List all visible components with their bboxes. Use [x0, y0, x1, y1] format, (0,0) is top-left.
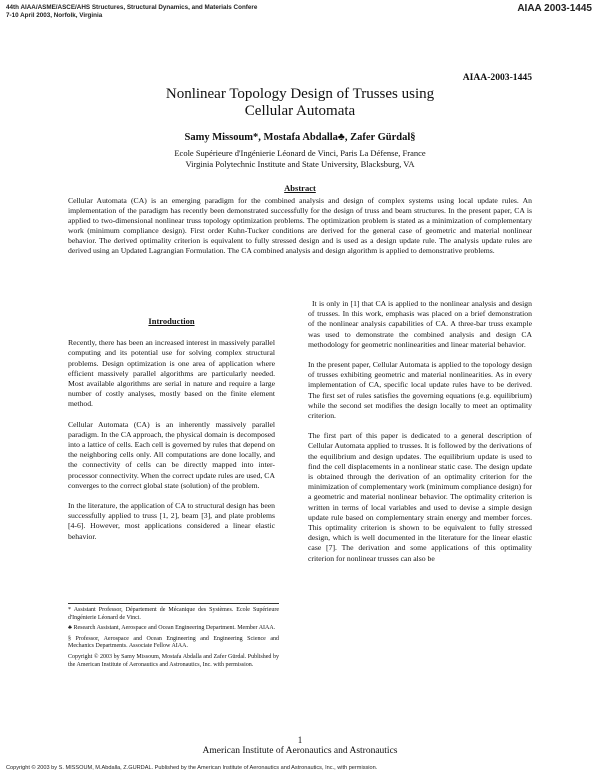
authors: Samy Missoum*, Mostafa Abdalla♣, Zafer Gürdal§ — [184, 132, 416, 143]
left-column — [68, 316, 275, 552]
footnotes — [68, 603, 279, 672]
footnote: § Professor, Aerospace and Ocean Engineering and Engineering Science and Mechanics Departments. Associate Fellow AIAA. — [68, 635, 279, 650]
paragraph: In the present paper, Cellular Automata is applied to the topology design of trusses exhibiting geometric and material nonlinearities. As in every implementation of CA, specific local update rules have to be derived. The first set of rules satisfies the governing equations (e.g. equilibrium) while the second set modifies the design locally to meet an optimality criterion. — [308, 360, 532, 421]
page-number: 1 — [297, 735, 303, 745]
title-line-2: Cellular Automata — [244, 103, 356, 119]
paragraph: The first part of this paper is dedicated to a general description of Cellular Automata applied to trusses. It is followed by the derivations of the equilibrium and design updates. The equilibrium update is used to find the cell displacements in a nonlinear static case. The design update is obtained through the derivation of an optimality criterion for the minimization of complementary work (minimum compliance design) for a geometric and material nonlinear behavior. The optimality criterion is written in terms of local variables and used to devise a simple design update rule based on complementary strain energy and member forces. This optimality criterion is shown to be equivalent to fully stressed design, which is well documented in the literature for the linear elastic case [7]. The derivation and some applications of this optimality criterion for nonlinear trusses can also be — [308, 431, 532, 563]
conference-line-1: 44th AIAA/ASME/ASCE/AHS Structures, Structural Dynamics, and Materials Confere — [6, 4, 258, 11]
organization-footer: American Institute of Aeronautics and Astronautics — [202, 746, 398, 756]
affiliation-1: Ecole Supérieure d'Ingénierie Léonard de Vinci, Paris La Défense, France — [174, 148, 426, 158]
paper-title — [0, 86, 600, 120]
affiliation-2: Virginia Polytechnic Institute and State University, Blacksburg, VA — [185, 159, 415, 169]
footnote: Copyright © 2003 by Samy Missoum, Mostafa Abdalla and Zafer Gürdal. Published by the American Institute of Aeronautics and Astronautics, Inc. with permission. — [68, 653, 279, 668]
paragraph: Cellular Automata (CA) is an inherently massively parallel paradigm. In the CA approach, the physical domain is decomposed into a lattice of cells. Each cell is governed by rules that depend on the neighboring cells only. All computations are done locally, and the connectivity of cells can be directly mapped into inter-processor connectivity. When the correct update rules are used, CA converges to the correct global state (solution) of the problem. — [68, 419, 275, 490]
paper-number-header: AIAA 2003-1445 — [517, 3, 592, 14]
paragraph: It is only in [1] that CA is applied to the nonlinear analysis and design of trusses. In this work, emphasis was placed on a brief demonstration of the nonlinear analysis capabilities of CA. A three-bar truss example was used to demonstrate the combined analysis and design CA methodology for geometric nonlinearities and linear material behavior. — [308, 299, 532, 349]
footnote: * Assistant Professor, Département de Mécanique des Systèmes. Ecole Supérieure d'Ingénierie Léonard de Vinci. — [68, 607, 279, 621]
footnote: ♣ Research Assistant, Aerospace and Ocean Engineering Department. Member AIAA. — [68, 625, 276, 632]
conference-line-2: 7-10 April 2003, Norfolk, Virginia — [6, 12, 103, 19]
copyright-footer: Copyright © 2003 by S. MISSOUM, M.Abdalla, Z.GURDAL. Published by the American Institute of Aeronautics and Astronautics, Inc., with permission. — [6, 765, 378, 771]
abstract-text: Cellular Automata (CA) is an emerging paradigm for the combined analysis and design of complex systems using local update rules. An implementation of the paradigm has recently been demonstrated successfully for the design of truss and beam structures. In the present paper, CA is applied to two-dimensional nonlinear truss topology optimization problems. The optimization problem is stated as a minimization of complementary work (minimum compliance design). First order Kuhn-Tucker conditions are derived for the general case of geometric and material nonlinear behavior. The derived optimality criterion is equivalent to fully stressed design and is used as a design update rule. The analysis update rules are derived using an Updated Lagrangian Formulation. The CA combined analysis and design algorithm is applied to demonstrative problems. — [68, 196, 532, 255]
paragraph: Recently, there has been an increased interest in massively parallel computing and its potential use for solving complex structural problems. Design optimization is one area of application where efficient massively parallel algorithms are particularly needed. Most available algorithms are serial in nature and require a large number of costly analyses, mostly based on the finite element method. — [68, 338, 275, 409]
right-column — [308, 299, 532, 574]
introduction-heading: Introduction — [148, 316, 195, 326]
conference-header — [6, 4, 257, 20]
title-line-1: Nonlinear Topology Design of Trusses using — [165, 86, 435, 102]
abstract-heading: Abstract — [284, 183, 316, 193]
paper-id: AIAA-2003-1445 — [462, 72, 532, 83]
paragraph: In the literature, the application of CA to structural design has been successfully applied to truss [1, 2], beam [3], and plate problems [4-6]. However, most applications considered a linear elastic behavior. — [68, 501, 275, 541]
